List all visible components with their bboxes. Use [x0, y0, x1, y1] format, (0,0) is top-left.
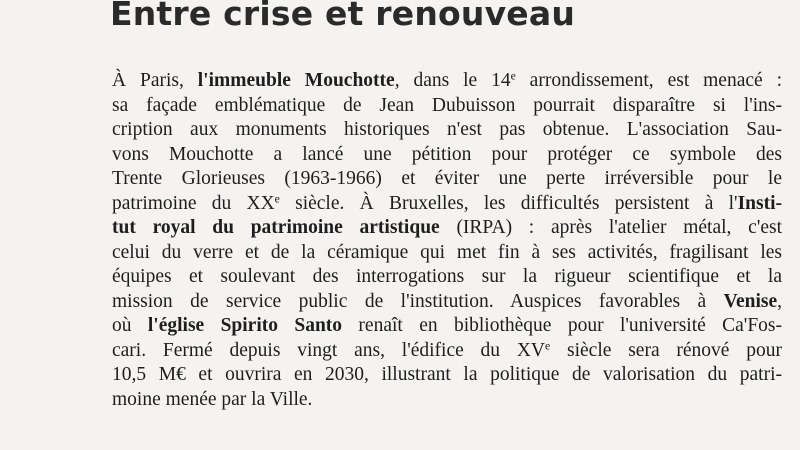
ordinal-suffix: e: [545, 339, 551, 353]
text-line: moine menée par la Ville.: [112, 388, 313, 410]
text-line: 10,5 M€ et ouvrira en 2030, illustrant la politique de valorisation du patri-: [112, 364, 782, 385]
text-line: cription aux monuments historiques n'est pas obtenue. L'association Sau-: [112, 119, 782, 140]
text-run: siècle. À Bruxelles, les difficultés persistent à l': [279, 192, 738, 214]
section-heading: Entre crise et renouveau: [110, 0, 576, 33]
place-venise: Venise: [723, 290, 778, 312]
text-run: ,: [777, 290, 782, 312]
text-run: siècle sera rénové pour: [550, 339, 782, 361]
text-run: arrondissement, est menacé :: [515, 70, 782, 91]
text-run: mission de service public de l'institution. Auspices favorables à: [112, 290, 724, 312]
place-mouchotte: l'immeuble Mouchotte: [197, 70, 395, 91]
text-line: équipes et soulevant des interrogations sur la rigueur scientifique et la: [112, 266, 782, 287]
text-line: [112, 69, 782, 94]
text-line: celui du verre et de la céramique qui met fin à ses activités, fragilisant les: [112, 241, 782, 263]
text-line: vons Mouchotte a lancé une pétition pour protéger ce symbole des: [112, 143, 782, 165]
text-run: où: [112, 315, 148, 336]
ordinal-suffix: e: [510, 69, 516, 83]
text-run: , dans le 14: [394, 70, 511, 91]
text-line: Trente Glorieuses (1963-1966) et éviter une perte irréversible pour le: [112, 168, 782, 189]
text-line: [112, 339, 782, 364]
article-paragraph: [112, 69, 782, 412]
text-run: patrimoine du XX: [112, 192, 275, 214]
place-spirito-santo: l'église Spirito Santo: [147, 315, 343, 336]
text-line: sa façade emblématique de Jean Dubuisson pourrait disparaître si l'ins-: [112, 94, 782, 116]
text-line: [112, 192, 782, 217]
text-run: À Paris,: [112, 70, 198, 91]
ordinal-suffix: e: [274, 192, 280, 206]
place-irpa-part1: Insti-: [737, 192, 782, 214]
text-run: (IRPA) : après l'atelier métal, c'est: [439, 217, 782, 238]
text-line: [112, 216, 782, 241]
text-run: cari. Fermé depuis vingt ans, l'édifice du XV: [112, 339, 546, 361]
text-line: [112, 290, 782, 315]
text-line: [112, 314, 782, 339]
place-irpa-part2: tut royal du patrimoine artistique: [112, 217, 440, 238]
text-run: renaît en bibliothèque pour l'université Ca'Fos-: [342, 315, 782, 336]
